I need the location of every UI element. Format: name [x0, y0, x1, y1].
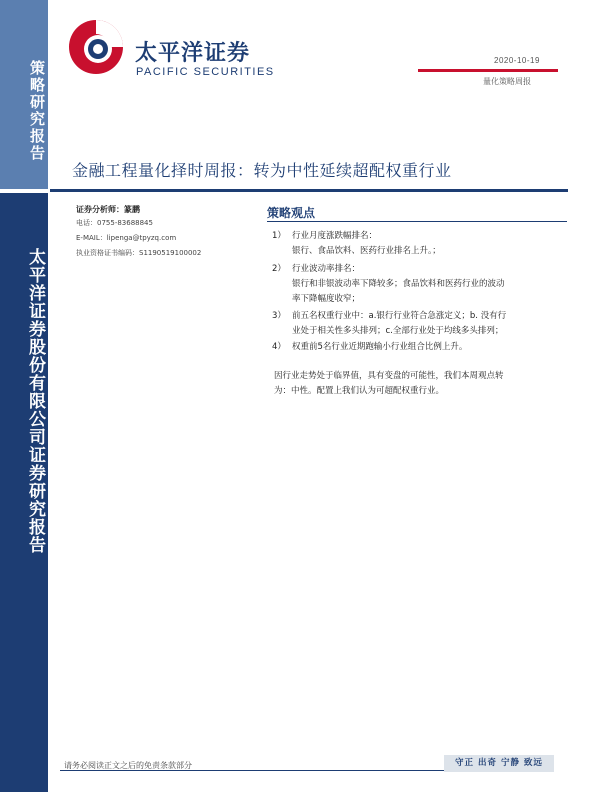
analyst-phone: 电话：0755-83688845: [76, 219, 153, 227]
analyst-label: 证券分析师：: [76, 205, 124, 214]
point-number: 2）: [272, 264, 286, 274]
sidebar-bottom-label: 太平洋证券股份有限公司证券研究报告: [25, 248, 45, 554]
strategy-heading: 策略观点: [267, 206, 316, 220]
pacific-securities-logo-icon: [63, 12, 129, 78]
analyst-line: [76, 204, 140, 215]
summary-line: 因行业走势处于临界值，具有变盘的可能性，我们本周观点转: [274, 371, 504, 381]
point-line: 权重前5名行业近期跑输小行业组合比例上升。: [292, 342, 468, 352]
point-number: 3）: [272, 311, 286, 321]
point-line: 银行、食品饮料、医药行业排名上升。；: [292, 246, 441, 256]
point-line: 银行和非银波动率下降较多；食品饮料和医药行业的波动: [292, 279, 505, 289]
report-category: 量化策略周报: [483, 77, 531, 86]
report-date: 2020-10-19: [494, 56, 540, 65]
footer-motto: 守正 出奇 宁静 致远: [444, 755, 554, 772]
footer-disclaimer: 请务必阅读正文之后的免责条款部分: [64, 761, 192, 770]
strategy-divider: [267, 221, 567, 222]
analyst-name: 篆鹏: [124, 205, 140, 214]
point-line: 业处于相关性多头排列；c.全部行业处于均线多头排列；: [292, 326, 504, 336]
analyst-email: E-MAIL：lipenga@tpyzq.com: [76, 234, 177, 242]
footer-divider: [60, 770, 444, 771]
title-divider: [50, 189, 568, 192]
point-number: 4）: [272, 342, 286, 352]
report-title: 金融工程量化择时周报：转为中性延续超配权重行业: [72, 161, 452, 180]
point-number: 1）: [272, 231, 286, 241]
sidebar-top-label: 策略研究报告: [28, 60, 46, 162]
point-line: 行业波动率排名：: [292, 264, 361, 274]
analyst-license: 执业资格证书编码：S1190519100002: [76, 249, 202, 257]
point-line: 率下降幅度收窄；: [292, 294, 361, 304]
point-line: 行业月度涨跌幅排名：: [292, 231, 378, 241]
summary-line: 为：中性。配置上我们认为可超配权重行业。: [274, 386, 445, 396]
brand-name-cn: 太平洋证券: [135, 41, 251, 66]
brand-name-en: PACIFIC SECURITIES: [136, 66, 275, 78]
point-line: 前五名权重行业中：a.银行行业符合急涨定义；b. 没有行: [292, 311, 507, 321]
header-accent-line: [418, 69, 558, 72]
